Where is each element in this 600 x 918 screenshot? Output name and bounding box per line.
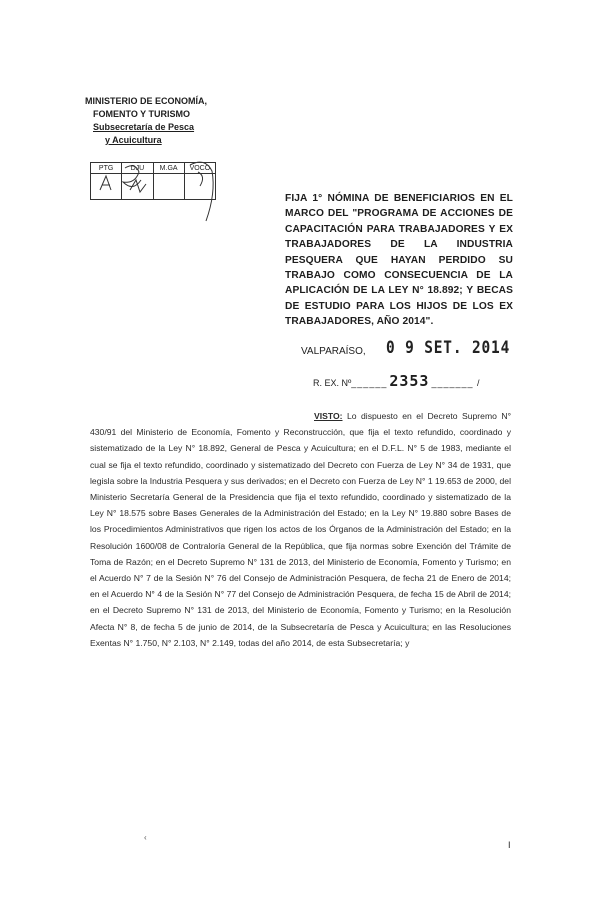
visto-paragraph — [90, 408, 511, 651]
subsecretaria-line-1: Subsecretaría de Pesca — [93, 122, 195, 132]
rex-fill-before: ______ — [351, 378, 388, 388]
visado-cell-dju: DJU — [122, 163, 153, 199]
visado-cell-ptg: PTG — [91, 163, 122, 199]
date-stamp: 0 9 SET. 2014 — [386, 338, 511, 358]
date-place: VALPARAÍSO, — [301, 346, 366, 357]
rex-fill-after: _______ / — [431, 378, 481, 388]
visto-text: Lo dispuesto en el Decreto Supremo N° 430/91 del Ministerio de Economía, Fomento y Reconstrucción, que fija el texto refundido, coordinado y sistematizado de la Ley N° 18.892, General de Pesca y Acuicultura; en el D.F.L. N° 5 de 1983, mediante el cual se fija el texto refundido, coordinado y sistematizado del Decreto con Fuerza de Ley N° 34 de 1931, que legisla sobre la Industria Pesquera y sus derivados; en el Decreto con Fuerza de Ley N° 1 19.653 de 2000, del Ministerio Secretaría General de la Presidencia que fija el texto refundido, coordinado y sistematizado de la Ley N° 18.575 sobre Bases Generales de la Administración del Estado; en la Ley N° 19.880 sobre Bases de los Procedimientos Administrativos que rigen los actos de los Órganos de la Administración del Estado; en la Resolución 1600/08 de Contraloría General de la República, que fija normas sobre Exención del Trámite de Toma de Razón; en el Decreto Supremo N° 131 de 2013, del Ministerio de Economía, Fomento y Turismo; en el Acuerdo N° 7 de la Sesión N° 76 del Consejo de Administración Pesquera, de fecha 21 de Enero de 2014; en el Acuerdo N° 4 de la Sesión N° 77 del Consejo de Administración Pesquera, de fecha 15 de Abril de 2014; en el Decreto Supremo N° 131 de 2013, del Ministerio de Economía, Fomento y Turismo; en la Resolución Afecta N° 8, de fecha 5 de junio de 2014, de la Subsecretaría de Pesca y Acuicultura; en las Resoluciones Exentas N° 1.750, N° 2.103, N° 2.149, todas del año 2014, de esta Subsecretaría; y — [90, 411, 512, 648]
rex-number: 2353 — [389, 372, 430, 390]
visto-label: VISTO: — [314, 411, 343, 421]
visado-cell-voco: VOCO — [185, 163, 215, 199]
rex-label: R. EX. Nº — [313, 378, 352, 388]
margin-speck: ‹ — [144, 833, 147, 842]
resolution-number — [313, 372, 481, 390]
visado-cell-mga: M.GA — [154, 163, 185, 199]
ministry-line-1: MINISTERIO DE ECONOMÍA, — [85, 96, 208, 106]
page-mark: I — [508, 840, 511, 850]
resolution-title: FIJA 1° NÓMINA DE BENEFICIARIOS EN EL MARCO DEL "PROGRAMA DE ACCIONES DE CAPACITACIÓN PARA TRABAJADORES Y EX TRABAJADORES DE LA INDUSTRIA PESQUERA QUE HAYAN PERDIDO SU TRABAJO COMO CONSECUENCIA DE LA APLICACIÓN DE LA LEY N° 18.892; Y BECAS DE ESTUDIO PARA LOS HIJOS DE LOS EX TRABAJADORES, AÑO 2014". — [285, 193, 513, 328]
ministry-line-2: FOMENTO Y TURISMO — [93, 109, 191, 119]
subsecretaria-line-2: y Acuicultura — [105, 135, 162, 145]
